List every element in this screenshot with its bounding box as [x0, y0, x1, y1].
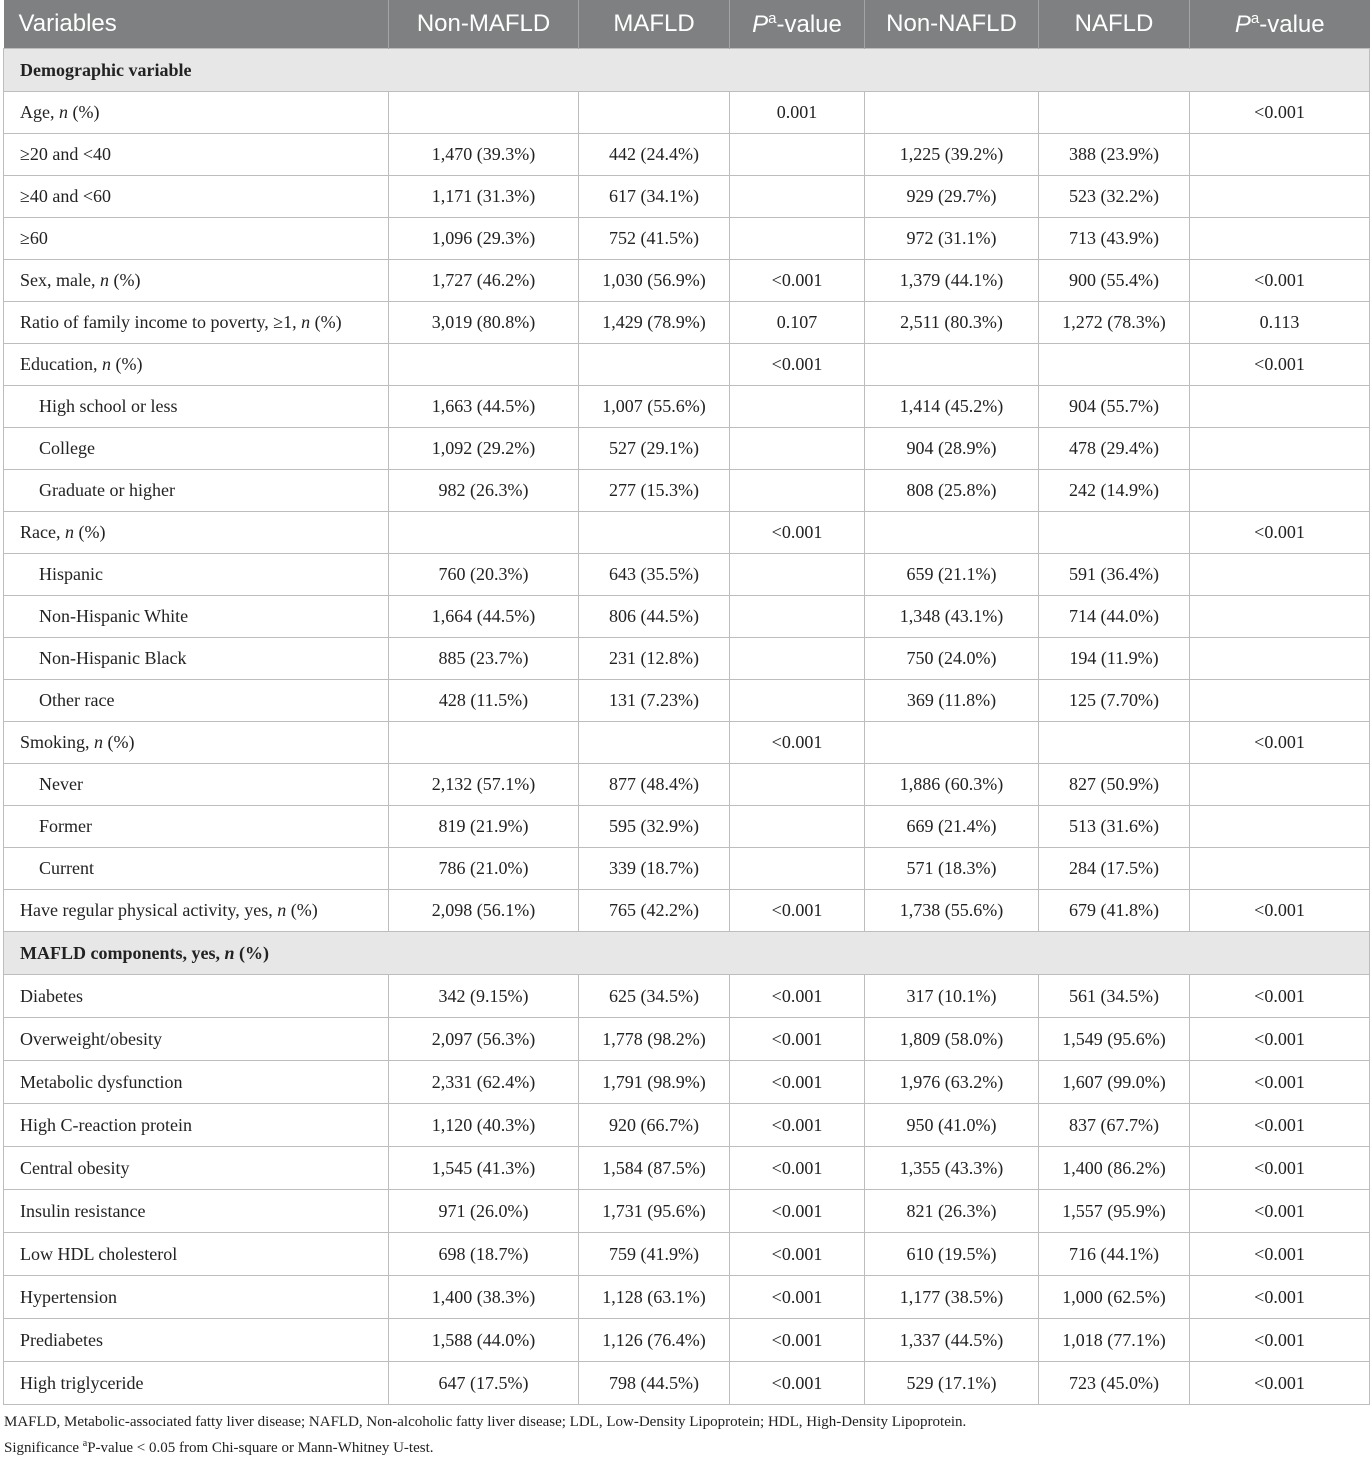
table-row	[4, 722, 1370, 764]
table-row	[4, 680, 1370, 722]
row-label	[4, 344, 389, 386]
cell-mafld: 752 (41.5%)	[579, 218, 730, 260]
cell-nafld: 1,000 (62.5%)	[1039, 1276, 1190, 1319]
header-p-suffix: -value	[1259, 10, 1325, 38]
table-row	[4, 1233, 1370, 1276]
cell-non-mafld: 3,019 (80.8%)	[389, 302, 579, 344]
table-row	[4, 134, 1370, 176]
row-label: College	[4, 428, 389, 470]
row-label-n: n	[94, 732, 104, 752]
table-row	[4, 1319, 1370, 1362]
cell-p-value-nafld	[1190, 764, 1370, 806]
table-row	[4, 1362, 1370, 1405]
table-row	[4, 428, 1370, 470]
cell-p-value-mafld	[730, 764, 865, 806]
row-label: High C-reaction protein	[4, 1104, 389, 1147]
row-label-text: Race,	[20, 522, 65, 542]
table-row	[4, 260, 1370, 302]
cell-p-value-mafld	[730, 680, 865, 722]
cell-p-value-nafld: <0.001	[1190, 344, 1370, 386]
cell-p-value-mafld: <0.001	[730, 512, 865, 554]
table-row	[4, 1061, 1370, 1104]
cell-p-value-mafld	[730, 554, 865, 596]
cell-mafld: 442 (24.4%)	[579, 134, 730, 176]
row-label-suffix: (%)	[73, 522, 106, 542]
cell-p-value-mafld: <0.001	[730, 1276, 865, 1319]
row-label: Hispanic	[4, 554, 389, 596]
table-body	[4, 49, 1370, 1405]
cell-nafld: 1,272 (78.3%)	[1039, 302, 1190, 344]
cell-p-value-mafld: <0.001	[730, 1233, 865, 1276]
cell-p-value-nafld	[1190, 638, 1370, 680]
row-label-n: n	[277, 900, 287, 920]
row-label-text: Education,	[20, 354, 102, 374]
cell-nafld: 478 (29.4%)	[1039, 428, 1190, 470]
header-non-nafld: Non-NAFLD	[865, 0, 1039, 49]
cell-p-value-nafld	[1190, 134, 1370, 176]
row-label-text: Sex, male,	[20, 270, 100, 290]
row-label: High school or less	[4, 386, 389, 428]
cell-non-nafld: 1,414 (45.2%)	[865, 386, 1039, 428]
cell-mafld	[579, 512, 730, 554]
cell-p-value-mafld	[730, 470, 865, 512]
row-label-text: Smoking,	[20, 732, 95, 752]
cell-mafld: 765 (42.2%)	[579, 890, 730, 932]
row-label	[4, 890, 389, 932]
cell-nafld: 1,400 (86.2%)	[1039, 1147, 1190, 1190]
cell-non-nafld: 610 (19.5%)	[865, 1233, 1039, 1276]
table-row	[4, 764, 1370, 806]
cell-non-mafld: 1,120 (40.3%)	[389, 1104, 579, 1147]
cell-non-mafld: 819 (21.9%)	[389, 806, 579, 848]
cell-p-value-nafld: <0.001	[1190, 890, 1370, 932]
cell-p-value-nafld: <0.001	[1190, 1104, 1370, 1147]
cell-p-value-mafld: <0.001	[730, 1190, 865, 1233]
row-label-suffix: (%)	[286, 900, 318, 920]
cell-p-value-nafld	[1190, 554, 1370, 596]
row-label: Diabetes	[4, 975, 389, 1018]
cell-non-nafld: 821 (26.3%)	[865, 1190, 1039, 1233]
characteristics-table	[3, 0, 1370, 1405]
cell-nafld: 194 (11.9%)	[1039, 638, 1190, 680]
cell-non-mafld: 971 (26.0%)	[389, 1190, 579, 1233]
row-label-suffix: (%)	[103, 732, 135, 752]
row-label: ≥60	[4, 218, 389, 260]
cell-non-mafld: 1,545 (41.3%)	[389, 1147, 579, 1190]
cell-p-value-nafld: 0.113	[1190, 302, 1370, 344]
cell-non-mafld: 698 (18.7%)	[389, 1233, 579, 1276]
cell-p-value-mafld: <0.001	[730, 1061, 865, 1104]
cell-p-value-mafld	[730, 176, 865, 218]
row-label: Low HDL cholesterol	[4, 1233, 389, 1276]
row-label	[4, 92, 389, 134]
row-label-text: Ratio of family income to poverty, ≥1,	[20, 312, 302, 332]
cell-nafld: 523 (32.2%)	[1039, 176, 1190, 218]
cell-non-mafld: 342 (9.15%)	[389, 975, 579, 1018]
cell-non-mafld: 2,132 (57.1%)	[389, 764, 579, 806]
cell-non-mafld: 786 (21.0%)	[389, 848, 579, 890]
cell-nafld	[1039, 92, 1190, 134]
cell-non-mafld: 1,171 (31.3%)	[389, 176, 579, 218]
cell-non-nafld: 1,177 (38.5%)	[865, 1276, 1039, 1319]
cell-mafld: 1,584 (87.5%)	[579, 1147, 730, 1190]
table-row	[4, 176, 1370, 218]
cell-p-value-mafld: 0.001	[730, 92, 865, 134]
cell-p-value-nafld: <0.001	[1190, 975, 1370, 1018]
row-label: Non-Hispanic Black	[4, 638, 389, 680]
cell-p-value-nafld	[1190, 176, 1370, 218]
cell-nafld: 284 (17.5%)	[1039, 848, 1190, 890]
cell-mafld: 527 (29.1%)	[579, 428, 730, 470]
cell-non-mafld	[389, 722, 579, 764]
cell-non-nafld: 669 (21.4%)	[865, 806, 1039, 848]
section-title-suffix: (%)	[234, 942, 270, 963]
cell-p-value-mafld: <0.001	[730, 1319, 865, 1362]
table-row	[4, 1147, 1370, 1190]
footnote-significance	[4, 1433, 1369, 1459]
row-label: ≥40 and <60	[4, 176, 389, 218]
cell-non-nafld: 317 (10.1%)	[865, 975, 1039, 1018]
row-label: Never	[4, 764, 389, 806]
table-row	[4, 1190, 1370, 1233]
cell-mafld: 1,030 (56.9%)	[579, 260, 730, 302]
cell-non-nafld: 2,511 (80.3%)	[865, 302, 1039, 344]
row-label-suffix: (%)	[108, 270, 141, 290]
row-label: Central obesity	[4, 1147, 389, 1190]
cell-mafld: 1,007 (55.6%)	[579, 386, 730, 428]
cell-non-mafld	[389, 92, 579, 134]
cell-p-value-nafld: <0.001	[1190, 1061, 1370, 1104]
header-p-superscript: a	[1250, 9, 1260, 27]
header-variables: Variables	[4, 0, 389, 49]
cell-non-mafld: 1,727 (46.2%)	[389, 260, 579, 302]
cell-p-value-mafld: <0.001	[730, 260, 865, 302]
row-label: Graduate or higher	[4, 470, 389, 512]
cell-non-nafld: 1,886 (60.3%)	[865, 764, 1039, 806]
cell-nafld: 1,557 (95.9%)	[1039, 1190, 1190, 1233]
cell-nafld: 900 (55.4%)	[1039, 260, 1190, 302]
cell-p-value-nafld: <0.001	[1190, 1233, 1370, 1276]
section-header-demographic	[4, 49, 1370, 92]
cell-p-value-mafld: <0.001	[730, 890, 865, 932]
table-header	[4, 0, 1370, 49]
cell-p-value-nafld: <0.001	[1190, 92, 1370, 134]
cell-p-value-mafld: <0.001	[730, 344, 865, 386]
cell-mafld: 759 (41.9%)	[579, 1233, 730, 1276]
cell-p-value-mafld	[730, 386, 865, 428]
row-label-n: n	[59, 102, 68, 122]
header-p-value-mafld	[730, 0, 865, 49]
cell-mafld	[579, 344, 730, 386]
cell-mafld: 625 (34.5%)	[579, 975, 730, 1018]
cell-non-mafld: 1,470 (39.3%)	[389, 134, 579, 176]
cell-mafld: 277 (15.3%)	[579, 470, 730, 512]
cell-nafld: 837 (67.7%)	[1039, 1104, 1190, 1147]
row-label-suffix: (%)	[110, 354, 143, 374]
cell-non-nafld: 929 (29.7%)	[865, 176, 1039, 218]
cell-non-mafld: 1,096 (29.3%)	[389, 218, 579, 260]
row-label: Non-Hispanic White	[4, 596, 389, 638]
table-row	[4, 638, 1370, 680]
row-label-text: Have regular physical activity, yes,	[20, 900, 278, 920]
cell-non-mafld: 2,098 (56.1%)	[389, 890, 579, 932]
table-row	[4, 596, 1370, 638]
cell-non-mafld: 1,663 (44.5%)	[389, 386, 579, 428]
cell-nafld: 1,018 (77.1%)	[1039, 1319, 1190, 1362]
header-mafld: MAFLD	[579, 0, 730, 49]
cell-p-value-mafld: <0.001	[730, 722, 865, 764]
cell-non-mafld: 885 (23.7%)	[389, 638, 579, 680]
cell-non-nafld: 904 (28.9%)	[865, 428, 1039, 470]
cell-p-value-nafld: <0.001	[1190, 260, 1370, 302]
table-row	[4, 890, 1370, 932]
cell-non-nafld: 1,348 (43.1%)	[865, 596, 1039, 638]
cell-non-nafld: 1,225 (39.2%)	[865, 134, 1039, 176]
cell-p-value-mafld	[730, 218, 865, 260]
row-label-n: n	[99, 270, 109, 290]
cell-non-nafld: 1,738 (55.6%)	[865, 890, 1039, 932]
cell-p-value-nafld: <0.001	[1190, 512, 1370, 554]
cell-p-value-nafld	[1190, 428, 1370, 470]
cell-nafld: 714 (44.0%)	[1039, 596, 1190, 638]
row-label: Hypertension	[4, 1276, 389, 1319]
row-label: Other race	[4, 680, 389, 722]
cell-non-nafld: 750 (24.0%)	[865, 638, 1039, 680]
cell-mafld: 877 (48.4%)	[579, 764, 730, 806]
cell-mafld: 617 (34.1%)	[579, 176, 730, 218]
cell-non-mafld	[389, 344, 579, 386]
row-label: Insulin resistance	[4, 1190, 389, 1233]
cell-mafld: 1,778 (98.2%)	[579, 1018, 730, 1061]
table-footnotes	[3, 1411, 1369, 1459]
cell-nafld: 561 (34.5%)	[1039, 975, 1190, 1018]
cell-mafld: 1,128 (63.1%)	[579, 1276, 730, 1319]
cell-nafld: 827 (50.9%)	[1039, 764, 1190, 806]
cell-non-nafld	[865, 92, 1039, 134]
cell-p-value-mafld	[730, 134, 865, 176]
table-row	[4, 218, 1370, 260]
cell-non-mafld: 1,092 (29.2%)	[389, 428, 579, 470]
cell-non-nafld: 369 (11.8%)	[865, 680, 1039, 722]
cell-nafld: 125 (7.70%)	[1039, 680, 1190, 722]
cell-non-nafld	[865, 512, 1039, 554]
cell-p-value-nafld: <0.001	[1190, 1276, 1370, 1319]
cell-nafld: 1,549 (95.6%)	[1039, 1018, 1190, 1061]
cell-nafld	[1039, 722, 1190, 764]
cell-non-nafld	[865, 722, 1039, 764]
row-label: Former	[4, 806, 389, 848]
row-label: Metabolic dysfunction	[4, 1061, 389, 1104]
row-label: High triglyceride	[4, 1362, 389, 1405]
cell-p-value-mafld	[730, 848, 865, 890]
footnote-superscript: a	[82, 1438, 88, 1449]
footnote-abbreviations: MAFLD, Metabolic-associated fatty liver disease; NAFLD, Non-alcoholic fatty liver disease; LDL, Low-Density Lipoprotein; HDL, High-Density Lipoprotein.	[4, 1414, 967, 1430]
cell-p-value-nafld	[1190, 386, 1370, 428]
cell-non-nafld: 808 (25.8%)	[865, 470, 1039, 512]
cell-nafld: 513 (31.6%)	[1039, 806, 1190, 848]
table-row	[4, 1104, 1370, 1147]
section-title	[4, 932, 1370, 975]
cell-nafld: 1,607 (99.0%)	[1039, 1061, 1190, 1104]
header-non-mafld: Non-MAFLD	[389, 0, 579, 49]
header-p-letter: P	[752, 10, 769, 38]
row-label	[4, 512, 389, 554]
row-label	[4, 722, 389, 764]
cell-non-mafld: 760 (20.3%)	[389, 554, 579, 596]
cell-non-nafld: 972 (31.1%)	[865, 218, 1039, 260]
cell-mafld: 595 (32.9%)	[579, 806, 730, 848]
table-row	[4, 302, 1370, 344]
cell-mafld: 131 (7.23%)	[579, 680, 730, 722]
row-label: Prediabetes	[4, 1319, 389, 1362]
cell-p-value-nafld: <0.001	[1190, 1018, 1370, 1061]
header-p-value-nafld	[1190, 0, 1370, 49]
cell-mafld: 1,126 (76.4%)	[579, 1319, 730, 1362]
cell-nafld: 388 (23.9%)	[1039, 134, 1190, 176]
table-row	[4, 554, 1370, 596]
cell-p-value-mafld: <0.001	[730, 975, 865, 1018]
cell-non-mafld: 2,331 (62.4%)	[389, 1061, 579, 1104]
cell-mafld: 806 (44.5%)	[579, 596, 730, 638]
cell-p-value-nafld	[1190, 470, 1370, 512]
table-row	[4, 92, 1370, 134]
cell-mafld: 798 (44.5%)	[579, 1362, 730, 1405]
row-label	[4, 302, 389, 344]
row-label: ≥20 and <40	[4, 134, 389, 176]
cell-non-nafld: 659 (21.1%)	[865, 554, 1039, 596]
section-title: Demographic variable	[4, 49, 1370, 92]
cell-nafld	[1039, 344, 1190, 386]
row-label	[4, 260, 389, 302]
row-label-n: n	[301, 312, 311, 332]
row-label: Overweight/obesity	[4, 1018, 389, 1061]
cell-nafld	[1039, 512, 1190, 554]
cell-p-value-nafld: <0.001	[1190, 1319, 1370, 1362]
cell-p-value-mafld: <0.001	[730, 1018, 865, 1061]
cell-non-mafld	[389, 512, 579, 554]
cell-p-value-mafld	[730, 638, 865, 680]
cell-p-value-nafld	[1190, 596, 1370, 638]
cell-p-value-mafld: <0.001	[730, 1104, 865, 1147]
cell-p-value-nafld	[1190, 848, 1370, 890]
section-header-mafld-components	[4, 932, 1370, 975]
row-label-suffix: (%)	[310, 312, 342, 332]
cell-nafld: 679 (41.8%)	[1039, 890, 1190, 932]
cell-p-value-mafld	[730, 428, 865, 470]
cell-mafld: 1,731 (95.6%)	[579, 1190, 730, 1233]
cell-nafld: 723 (45.0%)	[1039, 1362, 1190, 1405]
cell-p-value-nafld: <0.001	[1190, 722, 1370, 764]
footnote-significance-text: Significance	[4, 1440, 83, 1456]
cell-non-nafld	[865, 344, 1039, 386]
cell-non-nafld: 529 (17.1%)	[865, 1362, 1039, 1405]
cell-non-mafld: 2,097 (56.3%)	[389, 1018, 579, 1061]
footnote-significance-detail: P-value < 0.05 from Chi-square or Mann-Whitney U-test.	[87, 1440, 434, 1456]
header-p-suffix: -value	[776, 10, 842, 38]
cell-p-value-mafld: <0.001	[730, 1362, 865, 1405]
cell-non-nafld: 950 (41.0%)	[865, 1104, 1039, 1147]
header-p-superscript: a	[768, 9, 777, 27]
table-row	[4, 975, 1370, 1018]
cell-non-mafld: 647 (17.5%)	[389, 1362, 579, 1405]
row-label-n: n	[101, 354, 111, 374]
row-label-n: n	[64, 522, 74, 542]
cell-non-nafld: 1,337 (44.5%)	[865, 1319, 1039, 1362]
table-row	[4, 344, 1370, 386]
cell-mafld: 1,429 (78.9%)	[579, 302, 730, 344]
cell-mafld: 643 (35.5%)	[579, 554, 730, 596]
table-row	[4, 470, 1370, 512]
cell-p-value-nafld	[1190, 806, 1370, 848]
table-row	[4, 512, 1370, 554]
cell-p-value-mafld	[730, 806, 865, 848]
cell-nafld: 591 (36.4%)	[1039, 554, 1190, 596]
cell-non-nafld: 571 (18.3%)	[865, 848, 1039, 890]
row-label-suffix: (%)	[68, 102, 100, 122]
header-p-letter: P	[1234, 10, 1251, 38]
cell-p-value-nafld: <0.001	[1190, 1362, 1370, 1405]
cell-non-nafld: 1,976 (63.2%)	[865, 1061, 1039, 1104]
cell-p-value-nafld	[1190, 218, 1370, 260]
cell-mafld: 231 (12.8%)	[579, 638, 730, 680]
cell-non-mafld: 1,400 (38.3%)	[389, 1276, 579, 1319]
header-nafld: NAFLD	[1039, 0, 1190, 49]
cell-non-mafld: 1,664 (44.5%)	[389, 596, 579, 638]
cell-mafld: 1,791 (98.9%)	[579, 1061, 730, 1104]
cell-non-mafld: 428 (11.5%)	[389, 680, 579, 722]
table-container	[3, 0, 1369, 1459]
cell-non-mafld: 1,588 (44.0%)	[389, 1319, 579, 1362]
cell-nafld: 716 (44.1%)	[1039, 1233, 1190, 1276]
table-row	[4, 848, 1370, 890]
cell-mafld	[579, 92, 730, 134]
cell-p-value-nafld: <0.001	[1190, 1147, 1370, 1190]
table-row	[4, 806, 1370, 848]
section-title-text: MAFLD components, yes,	[20, 942, 225, 963]
cell-p-value-mafld	[730, 596, 865, 638]
cell-mafld: 339 (18.7%)	[579, 848, 730, 890]
cell-nafld: 242 (14.9%)	[1039, 470, 1190, 512]
table-row	[4, 1276, 1370, 1319]
cell-nafld: 904 (55.7%)	[1039, 386, 1190, 428]
table-row	[4, 1018, 1370, 1061]
cell-non-mafld: 982 (26.3%)	[389, 470, 579, 512]
cell-non-nafld: 1,355 (43.3%)	[865, 1147, 1039, 1190]
cell-p-value-nafld	[1190, 680, 1370, 722]
cell-p-value-mafld: <0.001	[730, 1147, 865, 1190]
table-row	[4, 386, 1370, 428]
row-label: Current	[4, 848, 389, 890]
cell-non-nafld: 1,379 (44.1%)	[865, 260, 1039, 302]
cell-nafld: 713 (43.9%)	[1039, 218, 1190, 260]
row-label-text: Age,	[20, 102, 59, 122]
cell-non-nafld: 1,809 (58.0%)	[865, 1018, 1039, 1061]
cell-mafld	[579, 722, 730, 764]
cell-mafld: 920 (66.7%)	[579, 1104, 730, 1147]
cell-p-value-nafld: <0.001	[1190, 1190, 1370, 1233]
cell-p-value-mafld: 0.107	[730, 302, 865, 344]
section-title-n: n	[224, 942, 235, 963]
